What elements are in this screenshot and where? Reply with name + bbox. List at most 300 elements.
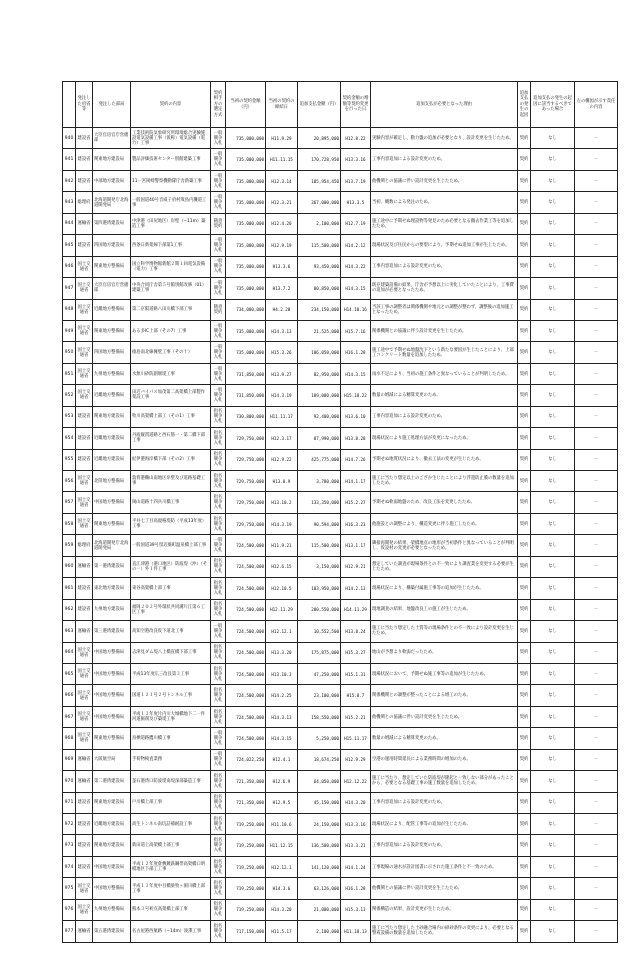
origin-cell: 契約 <box>518 170 531 191</box>
additional-amount-cell: 136,500,000 <box>298 835 341 856</box>
contract-cell: 志津見ダム堤八上橋直橋下部工事 <box>131 642 211 663</box>
original-date-cell: H14.3.19 <box>266 385 298 406</box>
origin-cell: 契約 <box>518 642 531 663</box>
fault-cell: なし <box>531 299 575 320</box>
table-row <box>63 513 618 534</box>
bureau-cell: 大阪航空局 <box>93 749 131 770</box>
responsibility-cell: － <box>575 663 618 684</box>
additional-amount-cell: 92,400,000 <box>298 406 341 427</box>
responsibility-cell: － <box>575 128 618 149</box>
row-number: 945 <box>63 235 76 256</box>
original-amount-cell: 729,750,000 <box>226 492 266 513</box>
change-date-cell: H15.11.17 <box>341 728 371 749</box>
bureau-cell: 北海道開発庁北海道開発局 <box>93 535 131 556</box>
bureau-cell: 中国地方整備局 <box>93 642 131 663</box>
original-date-cell: H12.12.1 <box>266 621 298 642</box>
method-cell: 一般競争入札 <box>211 535 226 556</box>
table-row <box>63 899 618 920</box>
bureau-cell: 中国地方整備局 <box>93 685 131 706</box>
change-date-cell: H13.8.24 <box>341 621 371 642</box>
fault-cell: なし <box>531 385 575 406</box>
fault-cell: なし <box>531 449 575 470</box>
responsibility-cell: － <box>575 621 618 642</box>
orderer-cell: 建設省 <box>76 170 93 191</box>
original-date-cell: H12.6.9 <box>266 771 298 792</box>
bureau-cell: 中国地方建設局 <box>93 856 131 877</box>
additional-amount-cell: 234,150,000 <box>298 299 341 320</box>
table-row <box>63 471 618 492</box>
original-amount-cell: 724,500,000 <box>226 706 266 727</box>
origin-cell: 契約 <box>518 428 531 449</box>
original-amount-cell: 729,750,000 <box>226 449 266 470</box>
origin-cell: 契約 <box>518 578 531 599</box>
fault-cell: なし <box>531 749 575 770</box>
row-number: 941 <box>63 149 76 170</box>
fault-cell: なし <box>531 471 575 492</box>
fault-cell: なし <box>531 621 575 642</box>
fault-cell: なし <box>531 556 575 577</box>
table-row <box>63 192 618 213</box>
origin-cell: 契約 <box>518 449 531 470</box>
change-date-cell: H16.1.28 <box>341 878 371 899</box>
original-amount-cell: 721,350,000 <box>226 771 266 792</box>
table-row <box>63 621 618 642</box>
additional-amount-cell: 2,100,000 <box>298 921 341 942</box>
table-row <box>63 706 618 727</box>
contract-cell: 牧川高架橋上部工（その1）工事 <box>131 406 211 427</box>
orderer-cell: 国土交通省 <box>76 363 93 384</box>
method-cell: 指名競争入札 <box>211 921 226 942</box>
original-date-cell: H12.4.1 <box>266 749 298 770</box>
bureau-cell: 関東地方建設局 <box>93 149 131 170</box>
contract-cell: 東谷高架橋上部工事 <box>131 578 211 599</box>
row-number: 950 <box>63 342 76 363</box>
original-amount-cell: 729,750,000 <box>226 513 266 534</box>
row-number: 966 <box>63 685 76 706</box>
contract-cell: ある多IC上部（その7）工事 <box>131 320 211 341</box>
change-date-cell: H15.2.21 <box>341 706 371 727</box>
change-date-cell: H14.1.24 <box>341 856 371 877</box>
orderer-cell: 国土交通省 <box>76 342 93 363</box>
fault-cell: なし <box>531 663 575 684</box>
responsibility-cell: － <box>575 278 618 299</box>
reason-cell: 雨水不足により、当初の施工条件と異なっていることが判明したため。 <box>371 363 518 384</box>
original-date-cell: H12.3.17 <box>266 428 298 449</box>
additional-amount-cell: 103,950,000 <box>298 578 341 599</box>
table-row <box>63 814 618 835</box>
reason-cell: 関係構造の結果、設計変更が生じたため。 <box>371 899 518 920</box>
header-bureau: 発注した部局 <box>93 82 131 128</box>
fault-cell: なし <box>531 428 575 449</box>
bureau-cell: 関東地方整備局 <box>93 513 131 534</box>
bureau-cell: 中国地方整備局 <box>93 706 131 727</box>
original-date-cell: H12.10.5 <box>266 578 298 599</box>
responsibility-cell: － <box>575 792 618 813</box>
fault-cell: なし <box>531 278 575 299</box>
method-cell: 一般競争入札 <box>211 278 226 299</box>
reason-cell: 空港の運用時間延長による業務時間の増加のため。 <box>371 749 518 770</box>
method-cell: 随意契約 <box>211 299 226 320</box>
contract-cell: 名古屋港西航路（−14m）浚渫工事 <box>131 921 211 942</box>
reason-cell: 現場状況により、配管工事等の追加が生じたため。 <box>371 814 518 835</box>
header-change-date: 契約金額の増額等契約変更を行った日 <box>341 82 371 128</box>
method-cell: 指名競争入札 <box>211 513 226 534</box>
method-cell: 指名競争入札 <box>211 663 226 684</box>
change-date-cell: H13.3.5 <box>341 192 371 213</box>
original-amount-cell: 734,000,000 <box>226 299 266 320</box>
change-date-cell: H14.2.13 <box>341 578 371 599</box>
orderer-cell: 運輸省 <box>76 771 93 792</box>
change-date-cell: H15.1.31 <box>341 663 371 684</box>
bureau-cell: 第一港湾建設局 <box>93 556 131 577</box>
additional-amount-cell: 367,000,000 <box>298 192 341 213</box>
original-amount-cell: 717,150,000 <box>226 921 266 942</box>
bureau-cell: 北陸地方整備局 <box>93 471 131 492</box>
header-no <box>63 82 76 128</box>
original-date-cell: H13.7.2 <box>266 278 298 299</box>
table-row <box>63 278 618 299</box>
change-date-cell: H11.10.13 <box>341 921 371 942</box>
responsibility-cell: － <box>575 599 618 620</box>
additional-amount-cell: 106,050,000 <box>298 342 341 363</box>
original-amount-cell: 724,500,000 <box>226 556 266 577</box>
fault-cell: なし <box>531 535 575 556</box>
row-number: 944 <box>63 213 76 234</box>
original-date-cell: H4.2.20 <box>266 299 298 320</box>
row-number: 977 <box>63 921 76 942</box>
fault-cell: なし <box>531 320 575 341</box>
original-date-cell: H14.3.13 <box>266 706 298 727</box>
responsibility-cell: － <box>575 728 618 749</box>
origin-cell: 契約 <box>518 706 531 727</box>
contract-cell: 平成１２年度倉敷鍍鉄鋼帯高架橋口明模地区下部工工事 <box>131 856 211 877</box>
origin-cell: 契約 <box>518 342 531 363</box>
header-contract: 契約の内容 <box>131 82 211 128</box>
reason-cell: 現場状況により、構築付属施工事等の追加が生じたため。 <box>371 578 518 599</box>
original-amount-cell: 729,750,000 <box>226 471 266 492</box>
additional-amount-cell: 141,120,000 <box>298 856 341 877</box>
row-number: 972 <box>63 814 76 835</box>
fault-cell: なし <box>531 899 575 920</box>
additional-amount-cell: 2,100,000 <box>298 213 341 234</box>
method-cell: 一般競争入札 <box>211 192 226 213</box>
contract-cell: 製品評価技術センター別館建築工事 <box>131 149 211 170</box>
bureau-cell: 大臣官房官庁営繕部 <box>93 128 131 149</box>
origin-cell: 契約 <box>518 128 531 149</box>
reason-cell: 他機関との協議に伴い設計変更を生じたため。 <box>371 170 518 191</box>
orderer-cell: 建設省 <box>76 449 93 470</box>
row-number: 960 <box>63 556 76 577</box>
orderer-cell: 建設省 <box>76 128 93 149</box>
bureau-cell: 中国地方整備局 <box>93 663 131 684</box>
original-amount-cell: 730,800,000 <box>226 406 266 427</box>
original-date-cell: H14.3.6 <box>266 878 298 899</box>
orderer-cell: 建設省 <box>76 814 93 835</box>
responsibility-cell: － <box>575 749 618 770</box>
orderer-cell: 国土交通省 <box>76 706 93 727</box>
method-cell: 指名競争入札 <box>211 771 226 792</box>
origin-cell: 契約 <box>518 814 531 835</box>
contract-cell: 手荷物検査業務 <box>131 749 211 770</box>
header-method: 契約相手方の選定方式 <box>211 82 226 128</box>
origin-cell: 契約 <box>518 899 531 920</box>
change-date-cell: H14.3.15 <box>341 278 371 299</box>
orderer-cell: 総理府 <box>76 535 93 556</box>
original-amount-cell: 724,500,000 <box>226 621 266 642</box>
origin-cell: 契約 <box>518 856 531 877</box>
fault-cell: なし <box>531 192 575 213</box>
bureau-cell: 第三港湾建設局 <box>93 621 131 642</box>
reason-cell: 工事内容追加による設計変更のため。 <box>371 149 518 170</box>
method-cell: 指名競争入札 <box>211 706 226 727</box>
row-number: 974 <box>63 856 76 877</box>
responsibility-cell: － <box>575 556 618 577</box>
contract-cell: 新田道上高架橋上部工事 <box>131 835 211 856</box>
additional-amount-cell: 10,552,500 <box>298 621 341 642</box>
table-row <box>63 492 618 513</box>
contract-cell: 徳島南北線擁壁工事（その十） <box>131 342 211 363</box>
header-fault-other: 追加支払の発生の起因に該当するべきであった場合 <box>531 82 575 128</box>
responsibility-cell: － <box>575 192 618 213</box>
method-cell: 一般競争入札 <box>211 749 226 770</box>
original-date-cell: H11.9.21 <box>266 535 298 556</box>
reason-cell: 関係機関との協議に伴う設計変更を生じたため。 <box>371 320 518 341</box>
additional-amount-cell: 93,450,000 <box>298 256 341 277</box>
orderer-cell: 運輸省 <box>76 213 93 234</box>
reason-cell: 予期せぬ軟弱地盤のため、改良工法を変更したため。 <box>371 492 518 513</box>
header-original-date: 当初の契約の締結日 <box>266 82 298 128</box>
original-amount-cell: 724,500,000 <box>226 663 266 684</box>
original-amount-cell: 729,750,000 <box>226 428 266 449</box>
contract-cell: 平成１３年度片内川大城橋地下二一件河道掘削及び築堤工事 <box>131 706 211 727</box>
original-date-cell: H13.9.27 <box>266 363 298 384</box>
additional-amount-cell: 175,875,000 <box>298 642 341 663</box>
reason-cell: 隣接再開発の結果、架橋地点の地形が当初条件と異なっていることが判明し、仮設材の変更が必要となったため。 <box>371 535 518 556</box>
contracts-table <box>62 81 618 943</box>
fault-cell: なし <box>531 685 575 706</box>
table-header <box>63 82 618 128</box>
fault-cell: なし <box>531 492 575 513</box>
bureau-cell: 近畿地方整備局 <box>93 385 131 406</box>
method-cell: 一般競争入札 <box>211 320 226 341</box>
fault-cell: なし <box>531 213 575 234</box>
contract-cell: 直江津港（港口地区）防波堤（沖）（その一）外１件工事 <box>131 556 211 577</box>
method-cell: 一般競争入札 <box>211 728 226 749</box>
additional-amount-cell: 115,500,000 <box>298 535 341 556</box>
method-cell: 一般競争入札 <box>211 256 226 277</box>
contract-cell: 平成１３年度中目橋梁牧ヶ洞川橋上部工事 <box>131 878 211 899</box>
contract-cell: 敦賀港鞠山南地区岸壁及び道路基礎工事 <box>131 471 211 492</box>
bureau-cell: 九州地方整備局 <box>93 363 131 384</box>
responsibility-cell: － <box>575 213 618 234</box>
change-date-cell: H13.3.21 <box>341 835 371 856</box>
fault-cell: なし <box>531 363 575 384</box>
change-date-cell: H14.1.17 <box>341 471 371 492</box>
additional-amount-cell: 24,150,000 <box>298 814 341 835</box>
method-cell: 指名競争入札 <box>211 878 226 899</box>
responsibility-cell: － <box>575 921 618 942</box>
method-cell: 指名競争入札 <box>211 835 226 856</box>
original-date-cell: H12.3.14 <box>266 170 298 191</box>
additional-amount-cell: 47,250,000 <box>298 663 341 684</box>
origin-cell: 契約 <box>518 599 531 620</box>
original-date-cell: H12.9.22 <box>266 449 298 470</box>
header-orderer: 発注した府省等 <box>76 82 93 128</box>
bureau-cell: 四国地方建設局 <box>93 235 131 256</box>
fault-cell: なし <box>531 856 575 877</box>
fault-cell: なし <box>531 835 575 856</box>
fault-cell: なし <box>531 878 575 899</box>
table-row <box>63 170 618 191</box>
method-cell: 指名競争入札 <box>211 856 226 877</box>
bureau-cell: 東北地方建設局 <box>93 578 131 599</box>
contract-cell: 高知空港改良仮下道北工事 <box>131 621 211 642</box>
header-original-amount: 当初の契約金額（円） <box>226 82 266 128</box>
responsibility-cell: － <box>575 706 618 727</box>
header-reason: 追加支払が必要となった理由 <box>371 82 518 128</box>
reason-cell: 関係機関との調整が整ったことによる増工のため。 <box>371 685 518 706</box>
change-date-cell: H13.3.16 <box>341 814 371 835</box>
method-cell: 一般競争入札 <box>211 363 226 384</box>
original-amount-cell: 721,350,000 <box>226 792 266 813</box>
contract-cell: 高生トンネル南坑詰補耐設工事 <box>131 814 211 835</box>
additional-amount-cell: 115,500,000 <box>298 235 341 256</box>
row-number: 976 <box>63 899 76 920</box>
contract-cell: 福岡２０２号外環状共同溝片江第６工区工事 <box>131 599 211 620</box>
orderer-cell: 国土交通省 <box>76 878 93 899</box>
method-cell: 一般競争入札 <box>211 149 226 170</box>
table-row <box>63 792 618 813</box>
row-number: 954 <box>63 428 76 449</box>
original-date-cell: H11.11.15 <box>266 149 298 170</box>
table-row <box>63 856 618 877</box>
origin-cell: 契約 <box>518 513 531 534</box>
method-cell: 指名競争入札 <box>211 578 226 599</box>
method-cell: 一般競争入札 <box>211 385 226 406</box>
table-row <box>63 578 618 599</box>
additional-amount-cell: 189,000,000 <box>298 385 341 406</box>
row-number: 970 <box>63 771 76 792</box>
contract-cell: 国立科学博物館新館２期１回電気設備（電力）工事 <box>131 256 211 277</box>
reason-cell: 他機関との協議に伴い設計変更を生じたため。 <box>371 706 518 727</box>
origin-cell: 契約 <box>518 663 531 684</box>
origin-cell: 契約 <box>518 213 531 234</box>
contract-cell: 岡山道路十四兵川橋工事 <box>131 492 211 513</box>
bureau-cell: 近畿地方建設局 <box>93 428 131 449</box>
original-amount-cell: 735,000,000 <box>226 213 266 234</box>
additional-amount-cell: 80,850,000 <box>298 278 341 299</box>
fault-cell: なし <box>531 149 575 170</box>
original-amount-cell: 719,250,000 <box>226 835 266 856</box>
original-amount-cell: 724,500,000 <box>226 599 266 620</box>
contract-cell: 一般国道40号音威子府村筬島内灘道工事 <box>131 192 211 213</box>
orderer-cell: 建設省 <box>76 578 93 599</box>
responsibility-cell: － <box>575 149 618 170</box>
original-amount-cell: 735,000,000 <box>226 278 266 299</box>
table-row <box>63 599 618 620</box>
row-number: 942 <box>63 170 76 191</box>
change-date-cell: H15.2.27 <box>341 492 371 513</box>
header-fault-resp: 左の構図が示す責任の内容 <box>575 82 618 128</box>
change-date-cell: H12.9.29 <box>341 749 371 770</box>
original-amount-cell: 719,250,000 <box>226 856 266 877</box>
fault-cell: なし <box>531 728 575 749</box>
fault-cell: なし <box>531 578 575 599</box>
table-row <box>63 642 618 663</box>
original-amount-cell: 735,000,000 <box>226 342 266 363</box>
responsibility-cell: － <box>575 406 618 427</box>
header-origin: 追加支払の発生の起因 <box>518 82 531 128</box>
original-date-cell: H12.6.15 <box>266 556 298 577</box>
responsibility-cell: － <box>575 771 618 792</box>
bureau-cell: 近畿地方建設局 <box>93 814 131 835</box>
responsibility-cell: － <box>575 492 618 513</box>
original-amount-cell: 735,000,000 <box>226 128 266 149</box>
additional-amount-cell: 425,775,000 <box>298 449 341 470</box>
table-row <box>63 299 618 320</box>
change-date-cell: H15.8.7 <box>341 685 371 706</box>
orderer-cell: 国土交通省 <box>76 492 93 513</box>
reason-cell: 施工に当たり、想定していた防波堤が隆起と一致しない部分があったことから、必要となる基礎工事の施工数量を追加したため。 <box>371 771 518 792</box>
contract-cell: 丹波縦貫道路と西石筋一・第二橋下部工事 <box>131 428 211 449</box>
row-number: 964 <box>63 642 76 663</box>
origin-cell: 契約 <box>518 556 531 577</box>
original-date-cell: H14.3.20 <box>266 899 298 920</box>
original-date-cell: H12.12.1 <box>266 856 298 877</box>
orderer-cell: 国土交通省 <box>76 899 93 920</box>
original-amount-cell: 719,250,000 <box>226 878 266 899</box>
contract-cell: 中央合同庁舎第５号館別館改修（01）建築工事 <box>131 278 211 299</box>
reason-cell: 予期せぬ地質状況により、撤去工法の変更が生じたため。 <box>371 449 518 470</box>
bureau-cell: 大臣官房官庁営繕部 <box>93 278 131 299</box>
table-row <box>63 663 618 684</box>
reason-cell: 施工に当たり想定した土砂融合場内の掃砂条件の変更により、必要となる警戒設備の数量を追加したため。 <box>371 921 518 942</box>
method-cell: 指名競争入札 <box>211 471 226 492</box>
orderer-cell: 国土交通省 <box>76 256 93 277</box>
responsibility-cell: － <box>575 428 618 449</box>
change-date-cell: H15.10.22 <box>341 385 371 406</box>
original-date-cell: H14.3.15 <box>266 728 298 749</box>
bureau-cell: 北海道開発庁北海道開発局 <box>93 192 131 213</box>
additional-amount-cell: 105,954,450 <box>298 170 341 191</box>
row-number: 943 <box>63 192 76 213</box>
row-number: 969 <box>63 749 76 770</box>
contract-cell: 釜石港湾口防波堤南堤深部築造工事 <box>131 771 211 792</box>
fault-cell: なし <box>531 814 575 835</box>
origin-cell: 契約 <box>518 749 531 770</box>
table-row <box>63 771 618 792</box>
change-date-cell: H16.1.28 <box>341 342 371 363</box>
change-date-cell: H13.3.16 <box>341 149 371 170</box>
fault-cell: なし <box>531 235 575 256</box>
fault-cell: なし <box>531 599 575 620</box>
change-date-cell: H14.10.16 <box>341 299 371 320</box>
additional-amount-cell: 23,100,000 <box>298 685 341 706</box>
contract-cell: 紀伊港海岸橋下部（その2）工事 <box>131 449 211 470</box>
change-date-cell: H14.11.29 <box>341 599 371 620</box>
reason-cell: 現場状況及び住民からの要望により、予期せぬ追加工事が生じたため。 <box>371 235 518 256</box>
reason-cell: 数量の増減による精算変更のため。 <box>371 728 518 749</box>
table-row <box>63 406 618 427</box>
bureau-cell: 第四港湾建設局 <box>93 213 131 234</box>
orderer-cell: 国土交通省 <box>76 278 93 299</box>
origin-cell: 契約 <box>518 685 531 706</box>
additional-amount-cell: 63,126,000 <box>298 878 341 899</box>
origin-cell: 契約 <box>518 320 531 341</box>
original-amount-cell: 724,500,000 <box>226 728 266 749</box>
change-date-cell: H14.7.26 <box>341 449 371 470</box>
original-date-cell: H11.9.29 <box>266 128 298 149</box>
